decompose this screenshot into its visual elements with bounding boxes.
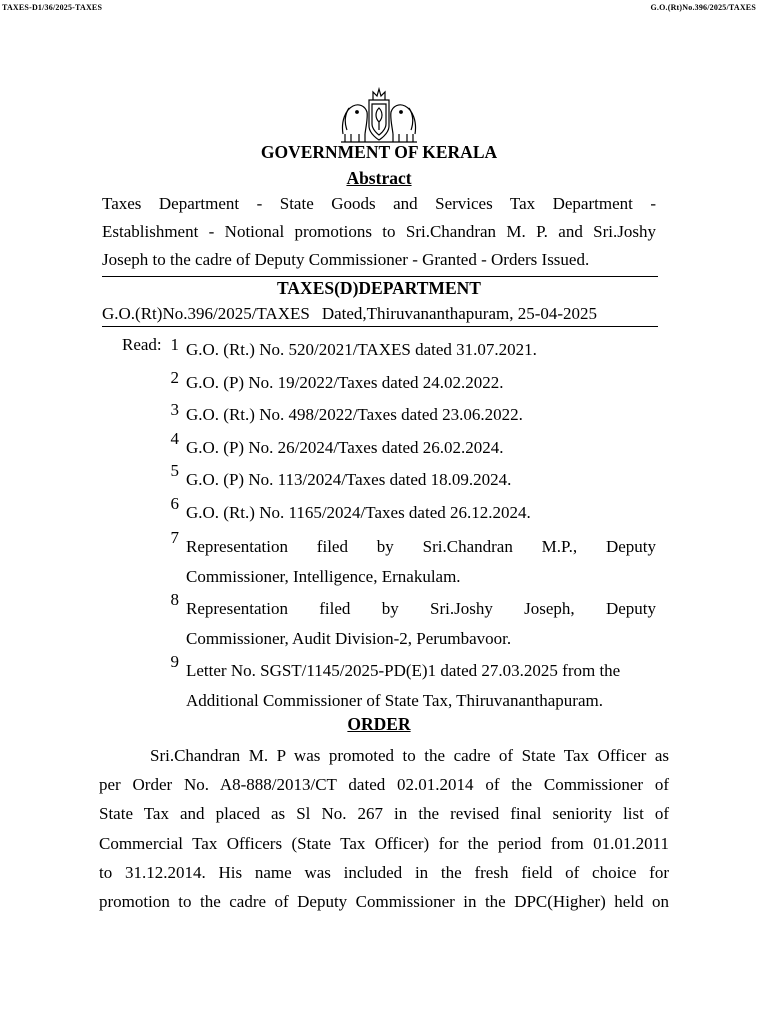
divider xyxy=(102,276,658,277)
reference-text: G.O. (P) No. 113/2024/Taxes dated 18.09.2024. xyxy=(186,470,512,489)
reference-number: 7 xyxy=(170,528,179,547)
order-line: Commercial Tax Officers (State Tax Officer) for the period from 01.01.2011 xyxy=(99,833,669,853)
abstract-line: Joseph to the cadre of Deputy Commissioner - Granted - Orders Issued. xyxy=(102,250,590,269)
reference-number: 8 xyxy=(170,590,179,609)
reference-number: 9 xyxy=(170,652,179,671)
reference-number: 6 xyxy=(170,494,179,513)
reference-text: G.O. (Rt.) No. 1165/2024/Taxes dated 26.12.2024. xyxy=(186,503,531,522)
order-paragraph xyxy=(99,741,669,916)
read-label: Read: xyxy=(122,335,162,354)
reference-text: Additional Commissioner of State Tax, Thiruvananthapuram. xyxy=(186,691,603,710)
reference-text: G.O. (P) No. 26/2024/Taxes dated 26.02.2024. xyxy=(186,438,504,457)
reference-text: Representation filed by Sri.Joshy Joseph, Deputy xyxy=(186,599,656,618)
reference-text: G.O. (P) No. 19/2022/Taxes dated 24.02.2022. xyxy=(186,373,504,392)
reference-text: Representation filed by Sri.Chandran M.P., Deputy xyxy=(186,537,656,556)
order-line: promotion to the cadre of Deputy Commissioner in the DPC(Higher) held on xyxy=(99,892,669,912)
reference-text: G.O. (Rt.) No. 520/2021/TAXES dated 31.07.2021. xyxy=(186,340,537,359)
reference-text: Letter No. SGST/1145/2025-PD(E)1 dated 27.03.2025 from the xyxy=(186,661,621,680)
reference-number: 2 xyxy=(170,368,179,387)
header-file-number: TAXES-D1/36/2025-TAXES xyxy=(2,3,103,12)
abstract-line: Taxes Department - State Goods and Services Tax Department - xyxy=(102,194,656,213)
abstract-heading: Abstract xyxy=(346,168,412,188)
order-line: Sri.Chandran M. P was promoted to the cadre of State Tax Officer as xyxy=(150,746,669,765)
reference-text: Commissioner, Intelligence, Ernakulam. xyxy=(186,567,461,586)
order-heading: ORDER xyxy=(347,714,411,734)
kerala-state-emblem-icon xyxy=(339,86,419,146)
reference-text: Commissioner, Audit Division-2, Perumbavoor. xyxy=(186,629,512,648)
department-heading: TAXES(D)DEPARTMENT xyxy=(277,278,481,298)
header-go-number: G.O.(Rt)No.396/2025/TAXES xyxy=(650,3,756,12)
reference-number: 1 xyxy=(170,335,179,354)
abstract-text xyxy=(102,190,656,274)
go-number-line xyxy=(102,303,658,327)
reference-text: G.O. (Rt.) No. 498/2022/Taxes dated 23.06.2022. xyxy=(186,405,523,424)
reference-number: 4 xyxy=(170,429,179,448)
order-line: to 31.12.2014. His name was included in the fresh field of choice for xyxy=(99,862,669,882)
government-title: GOVERNMENT OF KERALA xyxy=(260,142,498,162)
go-dated: Dated,Thiruvananthapuram, 25-04-2025 xyxy=(321,304,598,323)
go-number: G.O.(Rt)No.396/2025/TAXES xyxy=(102,304,310,323)
order-line: State Tax and placed as Sl No. 267 in the revised final seniority list of xyxy=(99,804,669,824)
reference-number: 5 xyxy=(170,461,179,480)
order-line: per Order No. A8-888/2013/CT dated 02.01.2014 of the Commissioner of xyxy=(99,775,669,795)
abstract-line: Establishment - Notional promotions to Sri.Chandran M. P. and Sri.Joshy xyxy=(102,222,656,241)
reference-number: 3 xyxy=(170,400,179,419)
